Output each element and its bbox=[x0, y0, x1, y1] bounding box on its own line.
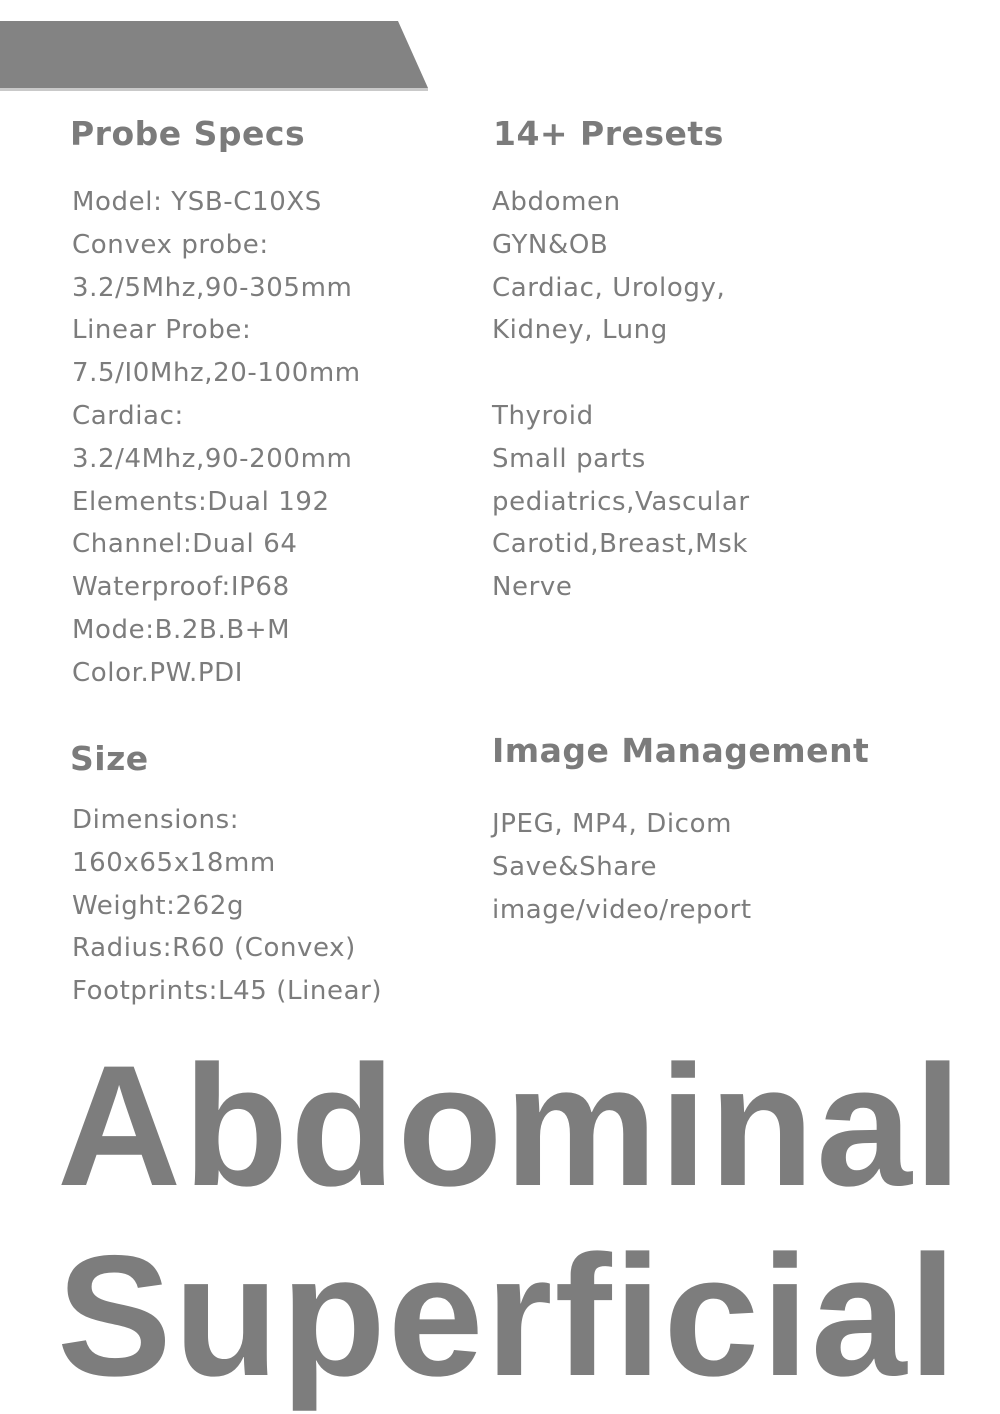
image-save-share: Save&Share bbox=[492, 851, 658, 882]
size-dimensions-value: 160x65x18mm bbox=[72, 847, 276, 878]
preset-item: Abdomen bbox=[492, 187, 621, 217]
spec-mode: Mode:B.2B.B+M bbox=[72, 614, 291, 645]
preset-item: Thyroid bbox=[492, 400, 594, 431]
probe-specs-heading: Probe Specs bbox=[70, 114, 306, 153]
size-list bbox=[72, 799, 382, 1013]
image-media-types: image/video/report bbox=[492, 894, 752, 925]
preset-item: Nerve bbox=[492, 572, 573, 603]
image-formats: JPEG, MP4, Dicom bbox=[492, 809, 733, 839]
presets-heading: 14+ Presets bbox=[493, 114, 724, 153]
spec-cardiac-value: 3.2/4Mhz,90-200mm bbox=[72, 443, 353, 474]
preset-item: Cardiac, Urology, bbox=[492, 272, 726, 303]
spec-elements: Elements:Dual 192 bbox=[72, 486, 330, 517]
big-text-superficial: Superficial bbox=[57, 1220, 959, 1412]
size-weight: Weight:262g bbox=[72, 890, 245, 921]
size-heading: Size bbox=[70, 739, 149, 778]
spec-waterproof: Waterproof:IP68 bbox=[72, 572, 290, 603]
header-banner bbox=[0, 21, 428, 91]
size-dimensions-label: Dimensions: bbox=[72, 805, 240, 835]
preset-item: Kidney, Lung bbox=[492, 315, 668, 346]
spec-linear-label: Linear Probe: bbox=[72, 315, 252, 346]
size-footprints: Footprints:L45 (Linear) bbox=[72, 976, 383, 1007]
header-banner-shadow bbox=[0, 88, 428, 91]
preset-item: GYN&OB bbox=[492, 229, 609, 260]
preset-item: Carotid,Breast,Msk bbox=[492, 529, 749, 560]
image-management-list bbox=[492, 803, 752, 931]
big-text-abdominal: Abdominal bbox=[57, 1030, 964, 1222]
spec-color-mode: Color.PW.PDI bbox=[72, 657, 243, 688]
spec-convex-value: 3.2/5Mhz,90-305mm bbox=[72, 272, 353, 303]
preset-item: Small parts bbox=[492, 443, 646, 474]
preset-item: pediatrics,Vascular bbox=[492, 486, 750, 517]
size-radius: Radius:R60 (Convex) bbox=[72, 933, 356, 964]
spec-linear-value: 7.5/I0Mhz,20-100mm bbox=[72, 358, 361, 389]
spec-channel: Channel:Dual 64 bbox=[72, 529, 298, 560]
spec-convex-label: Convex probe: bbox=[72, 229, 269, 260]
spec-cardiac-label: Cardiac: bbox=[72, 400, 184, 431]
probe-specs-list bbox=[72, 181, 361, 695]
image-management-heading: Image Management bbox=[492, 731, 870, 770]
presets-list bbox=[492, 181, 750, 609]
spec-model: Model: YSB-C10XS bbox=[72, 187, 322, 217]
